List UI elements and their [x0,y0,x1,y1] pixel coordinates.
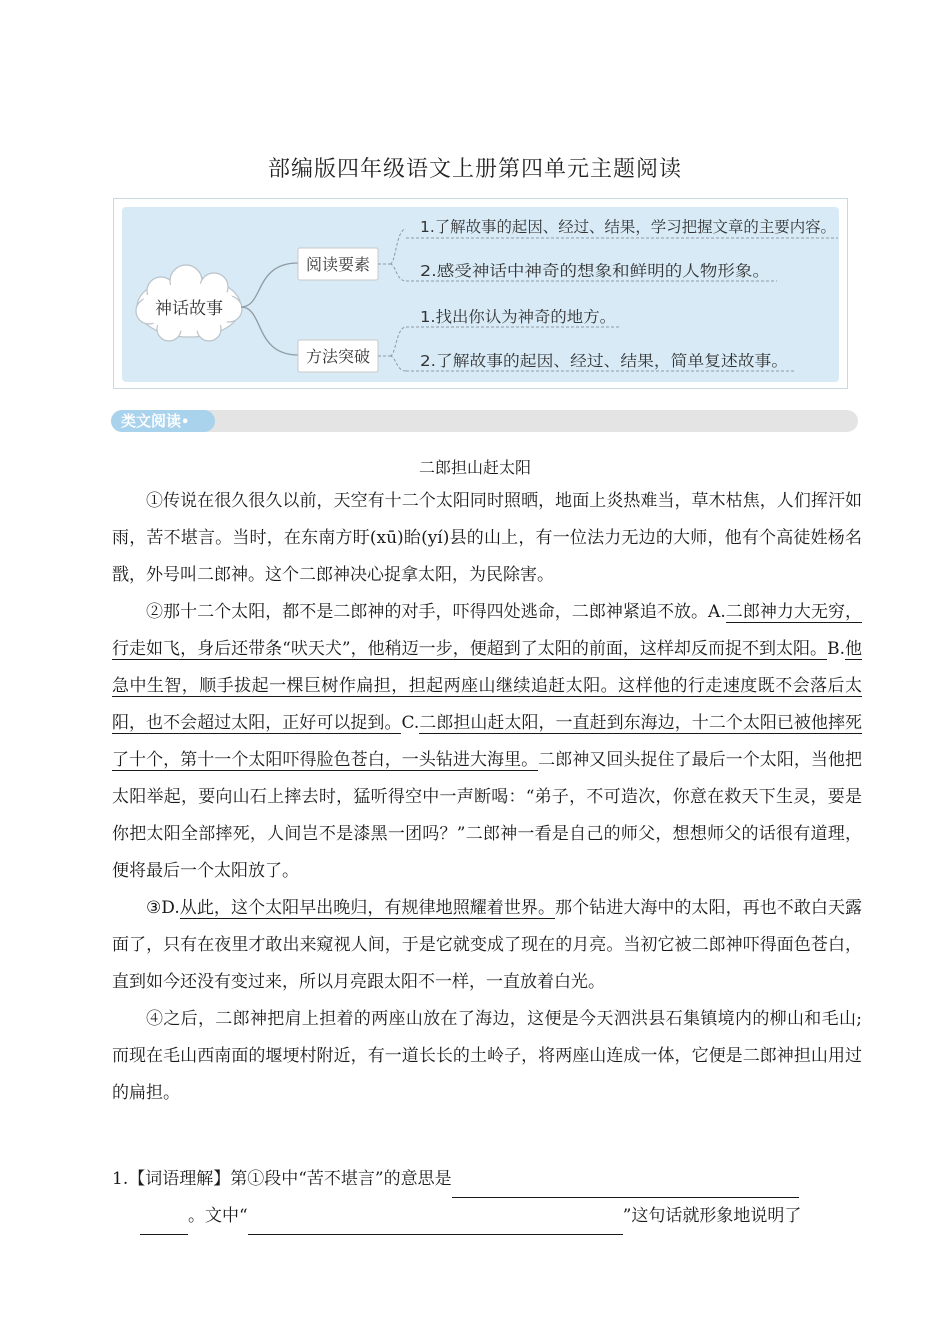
question-1 [112,1161,862,1235]
cloud-node [136,265,242,341]
page-title: 部编版四年级语文上册第四单元主题阅读 [267,157,682,182]
question-1-prompt: 1.【词语理解】第①段中“苦不堪言”的意思是 [112,1169,452,1189]
underlined-sentence-b: 他急中生智，顺手拔起一棵巨树作扁担，担起两座山继续追赶太阳。这样他的行走速度既不会落后太阳，也不会超过太阳，正好可以捉到。 [112,639,863,733]
paragraph-4: ④之后，二郎神把肩上担着的两座山放在了海边，这便是今天泗洪县石集镇境内的柳山和毛山;而现在毛山西南面的堰埂村附近，有一道长长的土岭子，将两座山连成一体，它便是二郎神担山用过的扁担。 [112,1009,862,1103]
section-tag-dot: • [181,415,190,430]
branch-box-method [298,340,378,372]
branch-label: 阅读要素 [305,255,371,274]
branch-box-reading-elements [298,248,378,280]
connector-line [378,229,406,281]
article-body [112,483,862,1112]
question-1-text-2: 。文中“ [188,1206,248,1226]
mind-map-diagram [114,199,849,390]
section-tag-label: 类文阅读 [121,412,182,430]
underlined-sentence-a: 二郎神力大无穷，行走如飞，身后还带条“吠天犬”，他稍迈一步，便超到了太阳的前面，这样却反而捉不到太阳。 [112,602,863,659]
underlined-sentence-d: 从此，这个太阳早出晚归，有规律地照耀着世界。 [179,898,556,918]
answer-blank[interactable] [248,1208,623,1235]
question-1-row-1 [112,1161,862,1198]
paragraph-2 [112,594,862,890]
mind-map [113,198,848,389]
mind-map-item: 1.了解故事的起因、经过、结果，学习把握文章的主要内容。 [420,218,838,236]
paragraph-1: ①传说在很久很久以前，天空有十二个太阳同时照晒，地面上炎热难当，草木枯焦，人们挥汗如雨，苦不堪言。当时，在东南方盱(xū)眙(yí)县的山上，有一位法力无边的大师，他有个高徒姓杨名戬，外号叫二郎神。这个二郎神决心捉拿太阳，为民除害。 [112,491,862,585]
mind-map-center-label: 神话故事 [155,299,223,319]
marker-d: ③D. [146,898,180,918]
question-1-text-3: ”这句话就形象地说明了 [622,1206,802,1226]
mind-map-item: 2.了解故事的起因、经过、结果，简单复述故事。 [420,352,788,370]
marker-c: C. [401,713,420,733]
mind-map-item: 1.找出你认为神奇的地方。 [420,308,606,326]
connector-line [241,263,298,307]
paragraph-3-rest: 那个钻进大海中的太阳，再也不敢白天露面了，只有在夜里才敢出来窥视人间，于是它就变成了现在的月亮。当初它被二郎神吓得面色苍白，直到如今还没有变过来，所以月亮跟太阳不一样，一直放着白光。 [112,898,863,992]
question-1-row-2 [112,1198,862,1235]
branch-label: 方法突破 [305,347,371,366]
marker-b: B. [827,639,845,659]
paragraph-2-intro: ②那十二个太阳，都不是二郎神的对手，吓得四处逃命，二郎神紧追不放。A. [146,602,726,622]
section-tag [111,410,215,432]
answer-blank[interactable] [140,1208,188,1235]
connector-line [241,307,298,355]
answer-blank[interactable] [452,1171,799,1198]
paragraph-3 [112,890,862,1001]
article-title: 二郎担山赶太阳 [418,458,531,477]
connector-line [378,327,406,371]
underlined-sentence-c: 二郎担山赶太阳，一直赶到东海边，十二个太阳已被他摔死了十个，第十一个太阳吓得脸色苍白，一头钻进大海里。 [112,713,862,770]
paragraph-2-rest: 二郎神又回头捉住了最后一个太阳，当他把太阳举起，要向山石上摔去时，猛听得空中一声断喝：“弟子，不可造次，你意在救天下生灵，要是你把太阳全部摔死，人间岂不是漆黑一团吗？”二郎神一看是自己的师父，想想师父的话很有道理，便将最后一个太阳放了。 [112,750,863,881]
mind-map-item: 2.感受神话中神奇的想象和鲜明的人物形象。 [420,262,730,280]
section-bar [111,410,858,432]
